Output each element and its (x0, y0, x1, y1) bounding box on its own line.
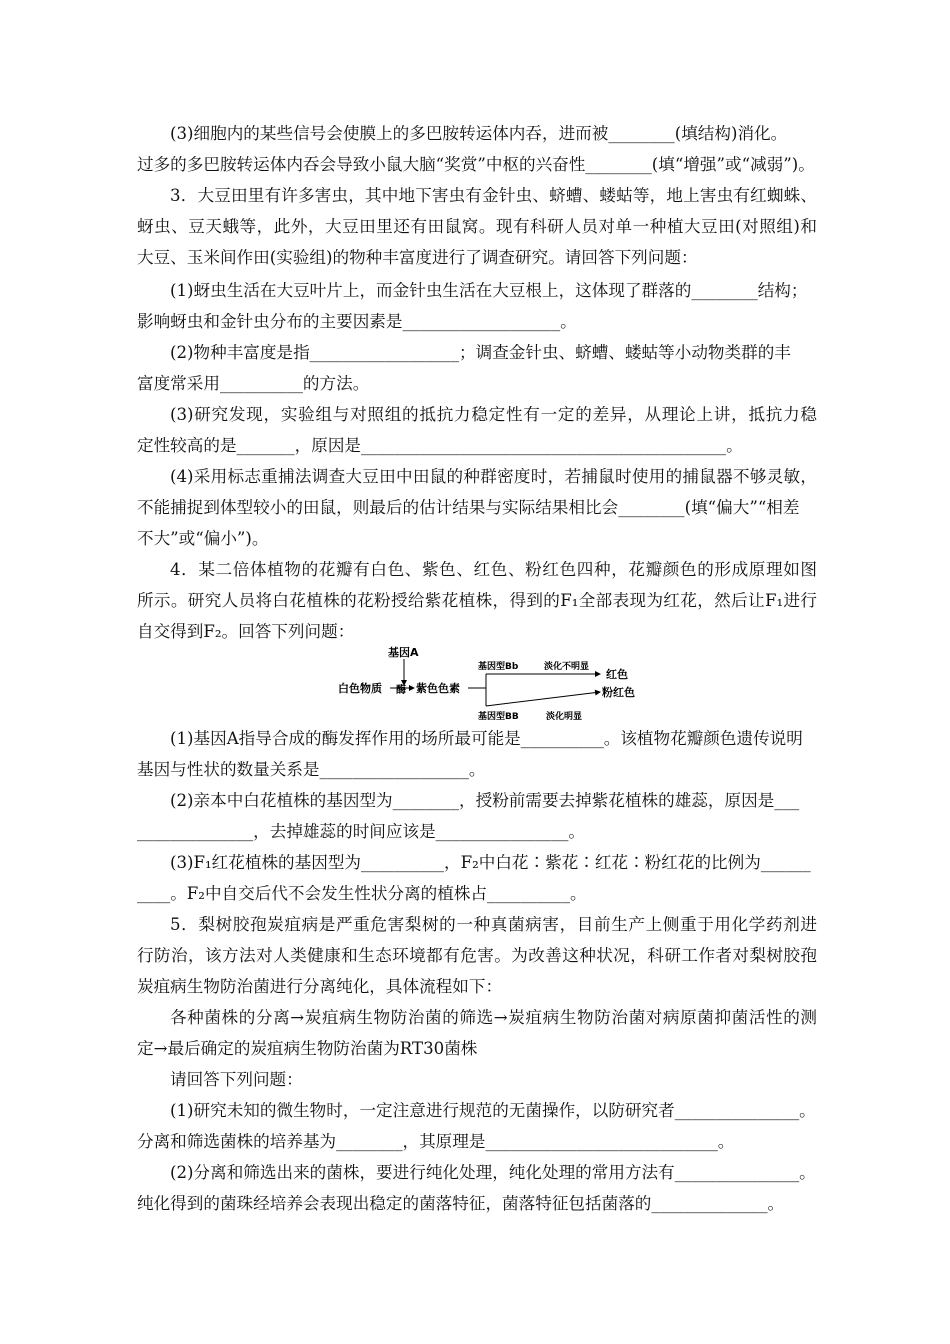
text-line: 不大”或“偏小”)。 (137, 529, 269, 548)
text-line: (4)采用标志重捕法调查大豆田中田鼠的种群密度时，若捕鼠时使用的捕鼠器不够灵敏， (170, 467, 817, 486)
question-5-intro: 5．梨树胶孢炭疽病是严重危害梨树的一种真菌病害，目前生产上侧重于用化学药剂进 (170, 915, 817, 934)
process-flow-line: 各种菌株的分离→炭疽病生物防治菌的筛选→炭疽病生物防治菌对病原菌抑菌活性的测 (170, 1008, 817, 1027)
question-3-intro: 3．大豆田里有许多害虫，其中地下害虫有金针虫、蛴螬、蝼蛄等，地上害虫有红蜘蛛、 (170, 186, 817, 205)
text-line: (3)F₁红花植株的基因型为__________，F₂中白花∶紫花∶红花∶粉红花的比例为______ (170, 853, 811, 872)
purple-pigment-label: 紫色色素 (416, 682, 460, 695)
text-line: ______________，去掉雄蕊的时间应该是________________。 (137, 822, 586, 841)
text-line: (1)基因A指导合成的酶发挥作用的场所最可能是__________。该植物花瓣颜色遗传说明 (170, 729, 803, 748)
text-line: (3)细胞内的某些信号会使膜上的多巴胺转运体内吞，进而被________(填结构)消化。 (170, 124, 788, 143)
text-line: (3)研究发现，实验组与对照组的抵抗力稳定性有一定的差异，从理论上讲，抵抗力稳 (170, 405, 817, 424)
gene-a-label: 基因A (388, 646, 419, 659)
text-line: (2)物种丰富度是指__________________；调查金针虫、蛴螬、蝼蛄等小动物类群的丰 (170, 343, 791, 362)
text-line: 富度常采用__________的方法。 (137, 374, 370, 393)
text-line: 自交得到F₂。回答下列问题： (137, 622, 355, 641)
fade-weak-label: 淡化不明显 (544, 662, 590, 672)
pink-label: 粉红色 (602, 686, 635, 699)
text-line: ____。F₂中自交后代不会发生性状分离的植株占__________。 (137, 884, 587, 903)
question-4-intro: 4．某二倍体植物的花瓣有白色、紫色、红色、粉红色四种，花瓣颜色的形成原理如图 (170, 560, 817, 579)
text-line: 分离和筛选菌株的培养基为________，其原理是____________________________。 (137, 1132, 735, 1151)
genotype-bb-upper-label: 基因型Bb (478, 662, 519, 672)
text-line: (2)亲本中白花植株的基因型为________，授粉前需要去掉紫花植株的雄蕊，原因是___ (170, 791, 800, 810)
text-line: 所示。研究人员将白花植株的花粉授给紫花植株，得到的F₁全部表现为红花，然后让F₁进行 (137, 591, 817, 610)
text-line: 过多的多巴胺转运体内吞会导致小鼠大脑“奖赏”中枢的兴奋性________(填“增强”或“减弱”)。 (137, 155, 815, 174)
enzyme-label: 酶 (396, 685, 406, 696)
text-line: (1)研究未知的微生物时，一定注意进行规范的无菌操作，以防研究者_______________。 (170, 1101, 816, 1120)
text-line: 影响蚜虫和金针虫分布的主要因素是___________________。 (137, 312, 577, 331)
text-line: 基因与性状的数量关系是__________________。 (137, 760, 486, 779)
text-line: 蚜虫、豆天蛾等，此外，大豆田里还有田鼠窝。现有科研人员对单一种植大豆田(对照组)和 (137, 217, 817, 236)
text-line: (2)分离和筛选出来的菌株，要进行纯化处理，纯化处理的常用方法有_______________。 (170, 1163, 816, 1182)
fade-strong-label: 淡化明显 (546, 712, 583, 720)
flower-color-pathway-diagram (338, 644, 638, 720)
text-line: 大豆、玉米间作田(实验组)的物种丰富度进行了调查研究。请回答下列问题： (137, 248, 698, 267)
red-label: 红色 (606, 668, 628, 681)
white-substance-label: 白色物质 (338, 682, 382, 695)
text-line: 不能捕捉到体型较小的田鼠，则最后的估计结果与实际结果相比会________(填“偏大”“相差 (137, 498, 800, 517)
text-line: 行防治，该方法对人类健康和生态环境都有危害。为改善这种状况，科研工作者对梨树胶孢 (137, 946, 817, 965)
text-line: 请回答下列问题： (170, 1070, 303, 1089)
text-line: (1)蚜虫生活在大豆叶片上，而金针虫生活在大豆根上，这体现了群落的________结构； (170, 281, 808, 300)
lower-branch-arrow (486, 692, 600, 706)
genotype-bb-lower-label: 基因型BB (478, 712, 519, 720)
text-line: 定性较高的是_______，原因是____________________________________________。 (137, 436, 743, 455)
process-flow-line: 定→最后确定的炭疽病生物防治菌为RT30菌株 (137, 1039, 478, 1058)
text-line: 纯化得到的菌珠经培养会表现出稳定的菌落特征，菌落特征包括菌落的______________。 (137, 1194, 785, 1213)
text-line: 炭疽病生物防治菌进行分离纯化，具体流程如下： (137, 977, 503, 996)
